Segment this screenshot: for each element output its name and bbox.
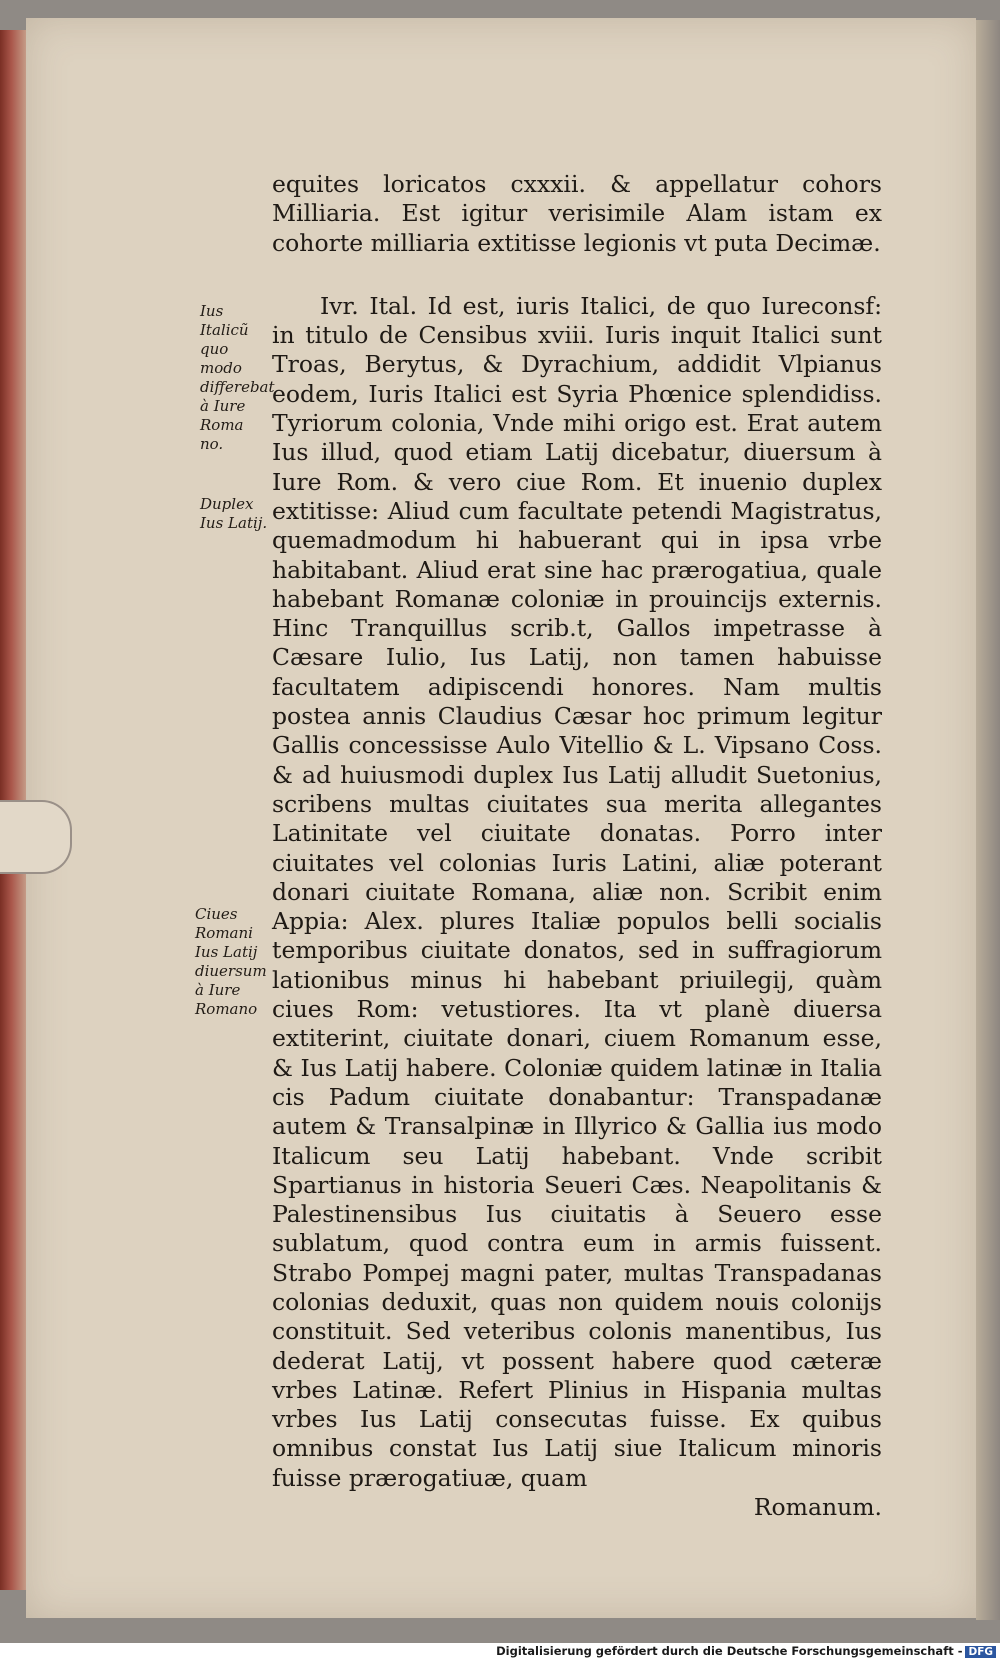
paragraph-2-text: Ivr. Ital. Id est, iuris Italici, de quo Iureconsf: in titulo de Censibus xviii. Iuris inquit Italici sunt Troas, Berytus, & Dyrachium, addidit Vlpianus eodem, Iuris Italici est Syria Phœnice splendidiss. Tyriorum colonia, Vnde mihi origo est. Erat autem Ius illud, quod etiam Latij dicebatur, diuersum à Iure Rom. & vero ciue Rom. Et inuenio duplex extitisse: Aliud cum facultate petendi Magistratus, quemadmodum hi habuerant qui in ipsa vrbe habitabant. Aliud erat sine hac prærogatiua, quale habebant Romanæ coloniæ in prouincijs externis. Hinc Tranquillus scrib.t, Gallos impetrasse à Cæsare Iulio, Ius Latij, non tamen habuisse facultatem adipiscendi honores. Nam multis postea annis Claudius Cæsar hoc primum legitur Gallis concessisse Aulo Vitellio & L. Vipsano Coss. & ad huiusmodi duplex Ius Latij alludit Suetonius, scribens multas ciuitates sua merita allegantes Latinitate vel ciuitate donatas. Porro inter ciuitates vel colonias Iuris Latini, aliæ poterant donari ciuitate Romana, aliæ non. Scribit enim Appia: Alex. plures Italiæ populos belli socialis temporibus ciuitate donatos, sed in suffragiorum lationibus minus hi habebant priuilegij, quàm ciues Rom: vetustiores. Ita vt planè diuersa extiterint, ciuitate donari, ciuem Romanum esse, & Ius Latij habere. Coloniæ quidem latinæ in Italia cis Padum ciuitate donabantur: Transpadanæ autem & Transalpinæ in Illyrico & Gallia ius modo Italicum seu Latij habebant. Vnde scribit Spartianus in historia Seueri Cæs. Neapolitanis & Palestinensibus Ius ciuitatis à Seuero esse sublatum, quod contra eum in armis fuissent. Strabo Pompej magni pater, multas Transpadanas colonias deduxit, quas non quidem nouis colonijs constituit. Sed veteribus colonis manentibus, Ius dederat Latij, vt possent habere quod cæteræ vrbes Latinæ. Refert Plinius in Hispania multas vrbes Ius Latij consecutas fuisse. Ex quibus omnibus constat Ius Latij siue Italicum minoris fuisse prærogatiuæ, quam: [272, 291, 882, 1492]
footer-credit-text: Digitalisierung gefördert durch die Deutsche Forschungsgemeinschaft -: [496, 1644, 963, 1658]
margin-note-ciues-romani: Ciues Romani Ius Latij diuersum à Iure Romano: [195, 905, 267, 1018]
margin-note-duplex-ius: Duplex Ius Latij.: [200, 495, 268, 532]
footer-bar: [0, 1643, 1000, 1662]
page-right-edge: [976, 20, 1000, 1620]
footer-credit: [496, 1644, 996, 1658]
main-text-block: [272, 170, 882, 1522]
paragraph-2: [272, 292, 882, 1522]
closing-word: Romanum.: [753, 1493, 882, 1522]
margin-note-ius-italicum: Ius Italicũ quo modo differebat à Iure Roma no.: [200, 302, 275, 453]
dfg-logo-icon: DFG: [965, 1646, 996, 1658]
paragraph-1: equites loricatos cxxxii. & appellatur cohors Milliaria. Est igitur verisimile Alam istam ex cohorte milliaria extitisse legionis vt puta Decimæ.: [272, 170, 882, 257]
bookmark-tab: [0, 800, 72, 874]
